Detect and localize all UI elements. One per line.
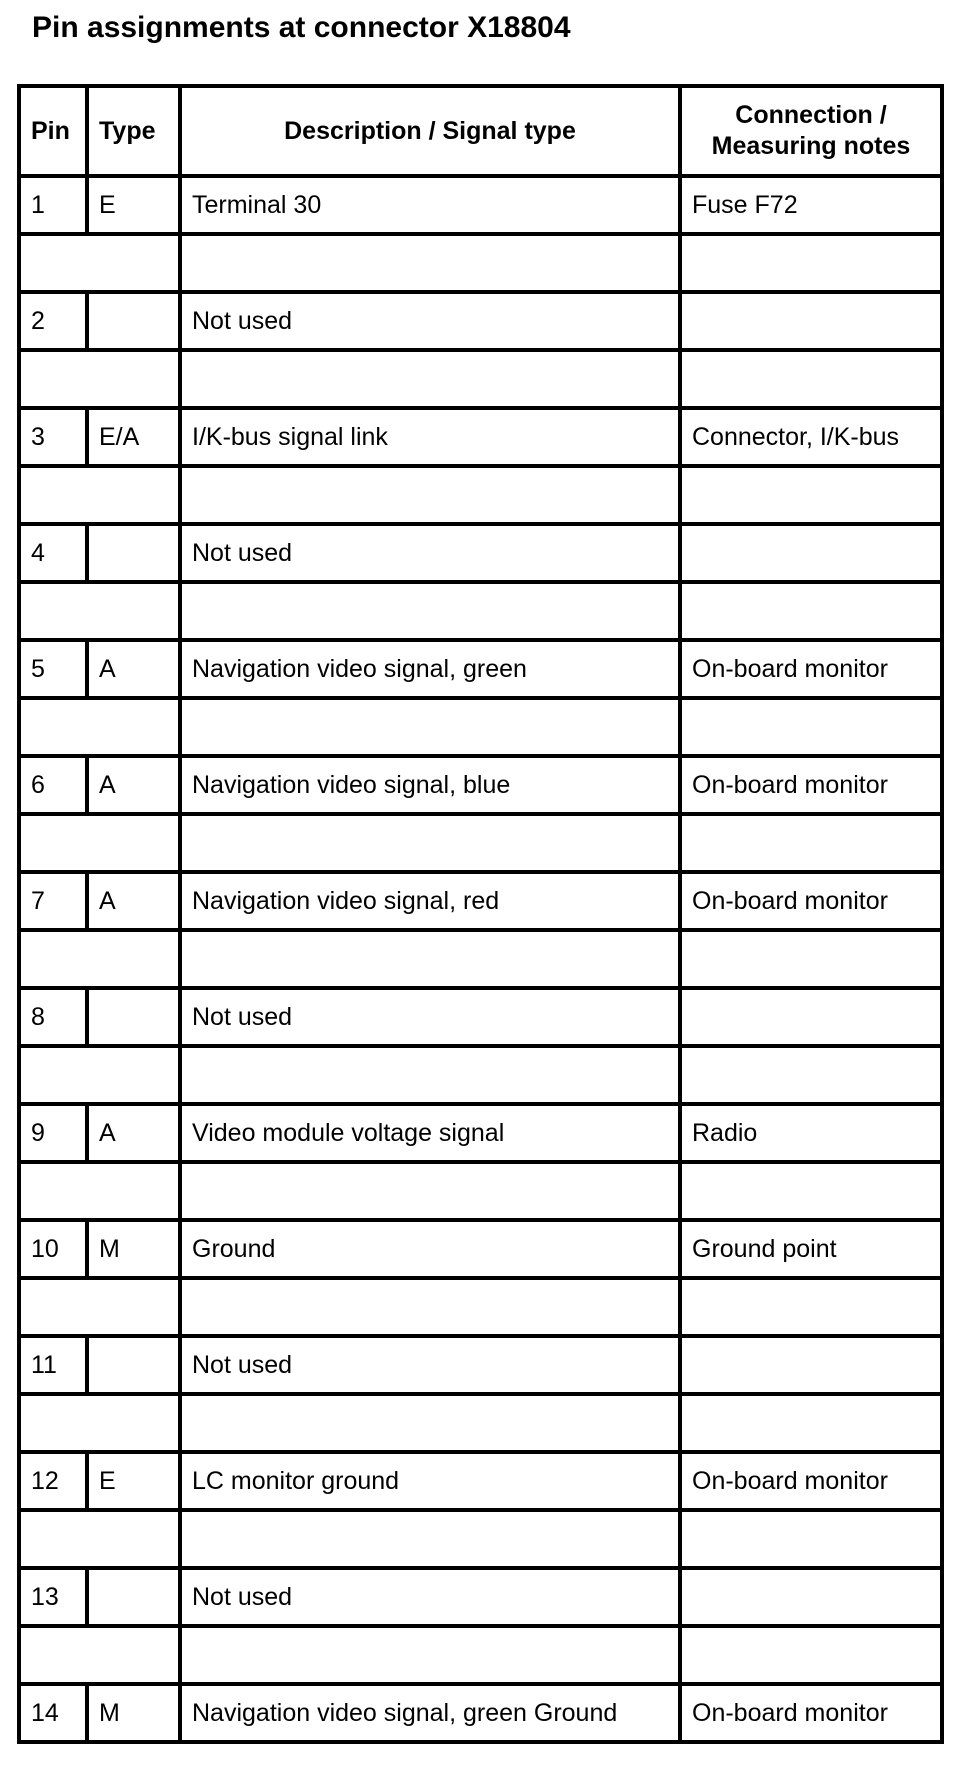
cell-type: A [87,1104,180,1162]
cell-description: Navigation video signal, green Ground [180,1684,680,1742]
cell-notes: On-board monitor [680,756,942,814]
table-header-row [19,86,942,176]
cell-description: Ground [180,1220,680,1278]
cell-pin: 1 [19,176,87,234]
header-pin: Pin [19,86,87,176]
spacer-cell [680,1626,942,1684]
cell-notes: Radio [680,1104,942,1162]
spacer-cell [180,466,680,524]
table-row [19,176,942,234]
cell-type [87,1336,180,1394]
cell-type: A [87,872,180,930]
spacer-row [19,1510,942,1568]
table-row [19,640,942,698]
spacer-cell [680,1278,942,1336]
spacer-cell [19,350,180,408]
cell-type: A [87,756,180,814]
cell-description: Not used [180,1568,680,1626]
page-title: Pin assignments at connector X18804 [32,11,571,44]
spacer-cell [180,1046,680,1104]
table-row [19,872,942,930]
cell-notes: Ground point [680,1220,942,1278]
table-row [19,1452,942,1510]
cell-description: I/K-bus signal link [180,408,680,466]
pin-assignment-table [17,84,944,1744]
spacer-cell [680,698,942,756]
cell-type [87,1568,180,1626]
spacer-row [19,1278,942,1336]
cell-pin: 11 [19,1336,87,1394]
spacer-cell [680,814,942,872]
spacer-cell [180,814,680,872]
cell-description: Not used [180,988,680,1046]
spacer-row [19,698,942,756]
spacer-row [19,234,942,292]
spacer-row [19,930,942,988]
cell-notes: On-board monitor [680,1684,942,1742]
cell-notes: Connector, I/K-bus [680,408,942,466]
cell-type: M [87,1684,180,1742]
spacer-row [19,350,942,408]
spacer-cell [19,1162,180,1220]
spacer-cell [180,1278,680,1336]
table-row [19,1568,942,1626]
cell-pin: 3 [19,408,87,466]
table-row [19,1684,942,1742]
table-row [19,756,942,814]
cell-description: Terminal 30 [180,176,680,234]
cell-pin: 9 [19,1104,87,1162]
spacer-cell [180,698,680,756]
spacer-cell [19,698,180,756]
cell-pin: 12 [19,1452,87,1510]
cell-description: Navigation video signal, red [180,872,680,930]
cell-type: E [87,176,180,234]
cell-description: Not used [180,524,680,582]
table-body [19,176,942,1742]
spacer-row [19,814,942,872]
cell-notes [680,292,942,350]
cell-notes: On-board monitor [680,872,942,930]
spacer-row [19,1394,942,1452]
cell-type: M [87,1220,180,1278]
table-row [19,1104,942,1162]
cell-type: A [87,640,180,698]
spacer-cell [680,1162,942,1220]
table-row [19,408,942,466]
cell-type [87,292,180,350]
cell-description: Not used [180,1336,680,1394]
cell-notes [680,988,942,1046]
spacer-cell [180,350,680,408]
cell-pin: 2 [19,292,87,350]
cell-description: LC monitor ground [180,1452,680,1510]
spacer-cell [180,930,680,988]
spacer-cell [680,466,942,524]
cell-description: Navigation video signal, green [180,640,680,698]
spacer-row [19,582,942,640]
cell-notes: On-board monitor [680,1452,942,1510]
spacer-cell [19,930,180,988]
cell-pin: 5 [19,640,87,698]
spacer-cell [180,1394,680,1452]
cell-type: E/A [87,408,180,466]
spacer-cell [19,1626,180,1684]
table-row [19,292,942,350]
cell-description: Video module voltage signal [180,1104,680,1162]
spacer-cell [19,1394,180,1452]
spacer-cell [180,234,680,292]
spacer-cell [180,1162,680,1220]
header-description: Description / Signal type [180,86,680,176]
spacer-cell [680,1510,942,1568]
cell-pin: 8 [19,988,87,1046]
table-row [19,1220,942,1278]
spacer-cell [180,1626,680,1684]
cell-notes: Fuse F72 [680,176,942,234]
spacer-cell [19,814,180,872]
spacer-cell [680,350,942,408]
spacer-cell [19,466,180,524]
spacer-row [19,1626,942,1684]
spacer-cell [680,582,942,640]
cell-pin: 7 [19,872,87,930]
cell-pin: 13 [19,1568,87,1626]
spacer-row [19,1046,942,1104]
table-row [19,1336,942,1394]
header-notes: Connection / Measuring notes [680,86,942,176]
cell-description: Navigation video signal, blue [180,756,680,814]
cell-pin: 14 [19,1684,87,1742]
cell-notes: On-board monitor [680,640,942,698]
table-row [19,988,942,1046]
spacer-cell [19,582,180,640]
cell-notes [680,524,942,582]
spacer-cell [680,234,942,292]
header-type: Type [87,86,180,176]
cell-pin: 4 [19,524,87,582]
spacer-cell [19,1510,180,1568]
spacer-row [19,1162,942,1220]
cell-notes [680,1568,942,1626]
spacer-cell [180,582,680,640]
spacer-cell [680,1394,942,1452]
spacer-cell [180,1510,680,1568]
cell-pin: 6 [19,756,87,814]
spacer-row [19,466,942,524]
cell-type [87,524,180,582]
cell-description: Not used [180,292,680,350]
table-row [19,524,942,582]
cell-notes [680,1336,942,1394]
cell-type [87,988,180,1046]
cell-pin: 10 [19,1220,87,1278]
spacer-cell [19,234,180,292]
spacer-cell [680,1046,942,1104]
cell-type: E [87,1452,180,1510]
spacer-cell [19,1278,180,1336]
spacer-cell [680,930,942,988]
spacer-cell [19,1046,180,1104]
